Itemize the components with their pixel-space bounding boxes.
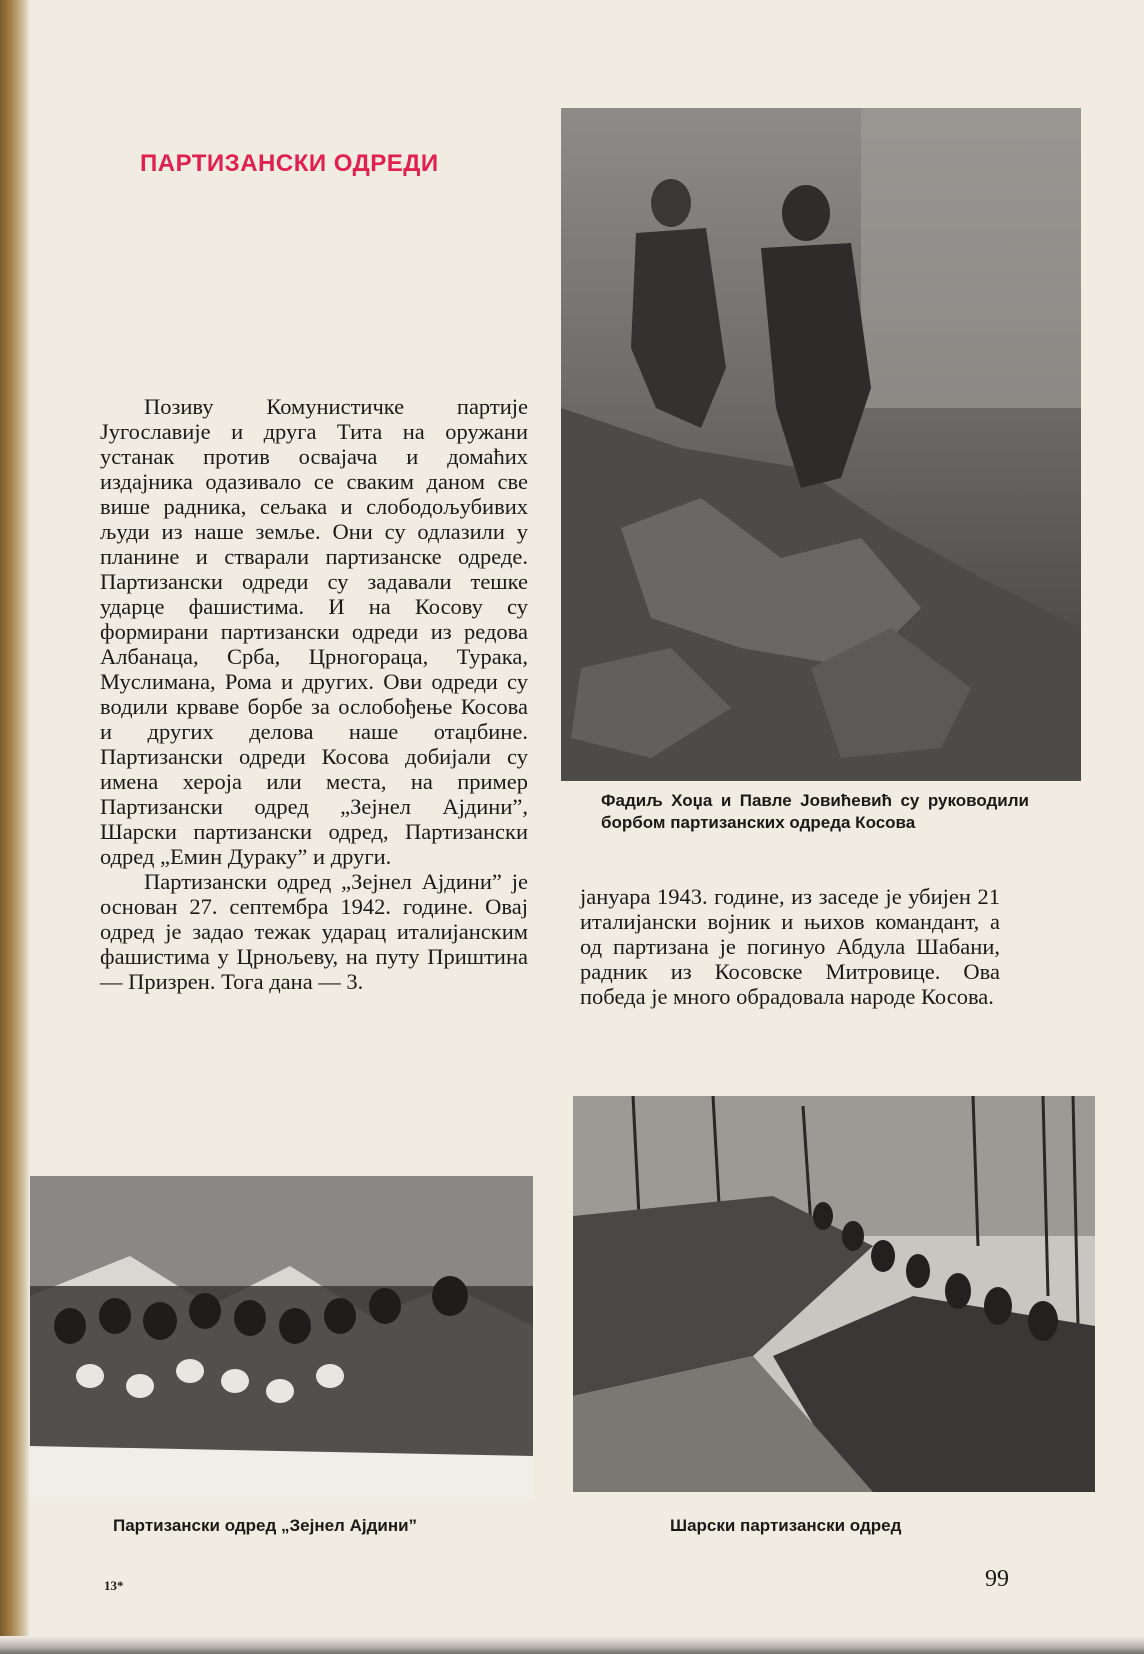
page-title: ПАРТИЗАНСКИ ОДРЕДИ	[140, 150, 439, 177]
photo-detachment-image	[30, 1176, 533, 1498]
photo-leaders-image	[561, 108, 1081, 781]
photo-zejnel-ajdini-detachment	[30, 1176, 533, 1498]
caption-sar-detachment: Шарски партизански одред	[670, 1516, 902, 1535]
photo-partisan-leaders	[561, 108, 1081, 781]
photo-sar-detachment	[573, 1096, 1095, 1492]
page-bottom-edge	[0, 1636, 1144, 1654]
print-signature: 13*	[104, 1578, 124, 1593]
right-column-text	[580, 884, 1000, 1009]
caption-leaders: Фадиљ Хоџа и Павле Јовићевић су руководили борбом партизанских одреда Косова	[601, 791, 1029, 832]
paragraph-1: Позиву Комунистичке партије Југославије и друга Тита на оружани устанак против освајача и домаћих издајника одазивало се сваким даном све више радника, сељака и слободољубивих људи из наше земље. Они су одлазили у планине и стварали партизанске одреде. Партизански одреди су задавали тешке ударце фашистима. И на Косову су формирани партизански одреди из редова Албанаца, Срба, Црногораца, Турака, Муслимана, Рома и других. Ови одреди су водили крваве борбе за ослобођење Косова и других делова наше отаџбине. Партизански одреди Косова добијали су имена хероја или места, на пример Партизански одред „Зејнел Ајдини”, Шарски партизански одред, Партизански одред „Емин Дураку” и други.	[100, 394, 528, 869]
left-column-text	[100, 394, 528, 994]
photo-sar-image	[573, 1096, 1095, 1492]
book-spine-edge	[0, 0, 30, 1654]
caption-zejnel-ajdini: Партизански одред „Зејнел Ајдини”	[113, 1516, 418, 1535]
paragraph-3: јануара 1943. године, из заседе је убијен 21 италијански војник и њихов командант, а од партизана је погинуо Абдула Шабани, радник из Косовске Митровице. Ова победа је много обрадовала народе Косова.	[580, 884, 1000, 1009]
paragraph-2: Партизански одред „Зејнел Ајдини” је основан 27. септембра 1942. године. Овај одред је задао тежак ударац италијанским фашистима у Црнољеву, на путу Приштина — Призрен. Тога дана — 3.	[100, 869, 528, 994]
page-number: 99	[985, 1566, 1009, 1592]
